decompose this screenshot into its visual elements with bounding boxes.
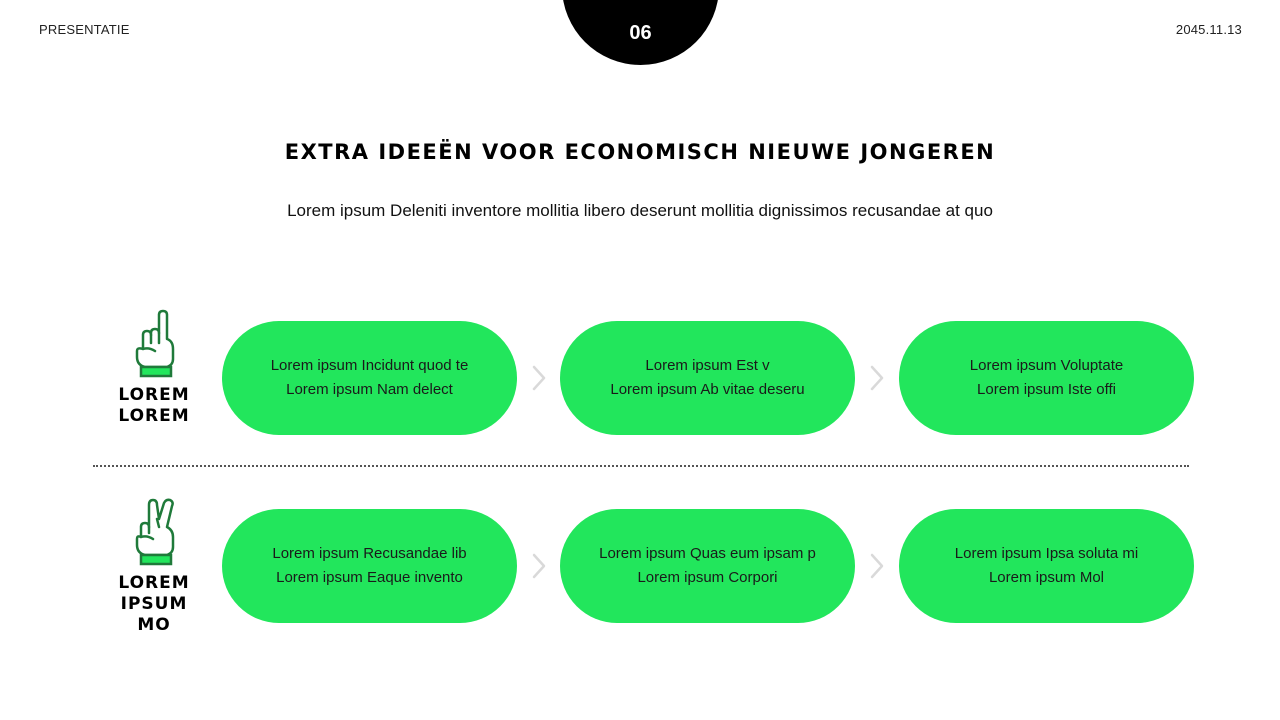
step-line-2: Lorem ipsum Ab vitae deseru: [610, 381, 805, 398]
pointing-finger-hand-icon: [129, 309, 179, 379]
chevron-right-icon: [531, 365, 547, 391]
step-line-1: Lorem ipsum Est v: [645, 357, 770, 374]
slide-subtitle: Lorem ipsum Deleniti inventore mollitia libero deserunt mollitia dignissimos recusandae at quo: [287, 201, 993, 220]
process-step-card: [560, 321, 855, 435]
row-label-block: [108, 309, 200, 427]
step-line-2: Lorem ipsum Corpori: [637, 569, 778, 586]
row-label: LOREM LOREM: [118, 385, 190, 426]
step-line-2: Lorem ipsum Eaque invento: [276, 569, 463, 586]
step-line-1: Lorem ipsum Voluptate: [969, 357, 1124, 374]
step-line-2: Lorem ipsum Iste offi: [977, 381, 1116, 398]
chevron-right-icon: [869, 553, 885, 579]
process-step-card: [899, 509, 1194, 623]
chevron-right-icon: [869, 365, 885, 391]
process-step-card: [222, 321, 517, 435]
step-line-2: Lorem ipsum Nam delect: [286, 381, 453, 398]
step-line-2: Lorem ipsum Mol: [988, 569, 1105, 586]
process-step-card: [222, 509, 517, 623]
row-label: LOREM IPSUM MO: [118, 573, 190, 635]
step-line-1: Lorem ipsum Recusandae lib: [272, 545, 467, 562]
row-label-block: [108, 497, 200, 636]
step-line-1: Lorem ipsum Incidunt quod te: [270, 357, 469, 374]
peace-sign-hand-icon: [129, 497, 179, 567]
chevron-right-icon: [531, 553, 547, 579]
slide-title: EXTRA IDEEËN VOOR ECONOMISCH NIEUWE JONGEREN: [284, 140, 996, 164]
header-presentation-label: PRESENTATIE: [39, 22, 130, 37]
step-line-1: Lorem ipsum Ipsa soluta mi: [954, 545, 1139, 562]
page-number: 06: [629, 22, 652, 44]
row-divider: [93, 465, 1189, 467]
step-line-1: Lorem ipsum Quas eum ipsam p: [599, 545, 816, 562]
process-step-card: [560, 509, 855, 623]
header-date: 2045.11.13: [1175, 22, 1242, 37]
process-step-card: [899, 321, 1194, 435]
